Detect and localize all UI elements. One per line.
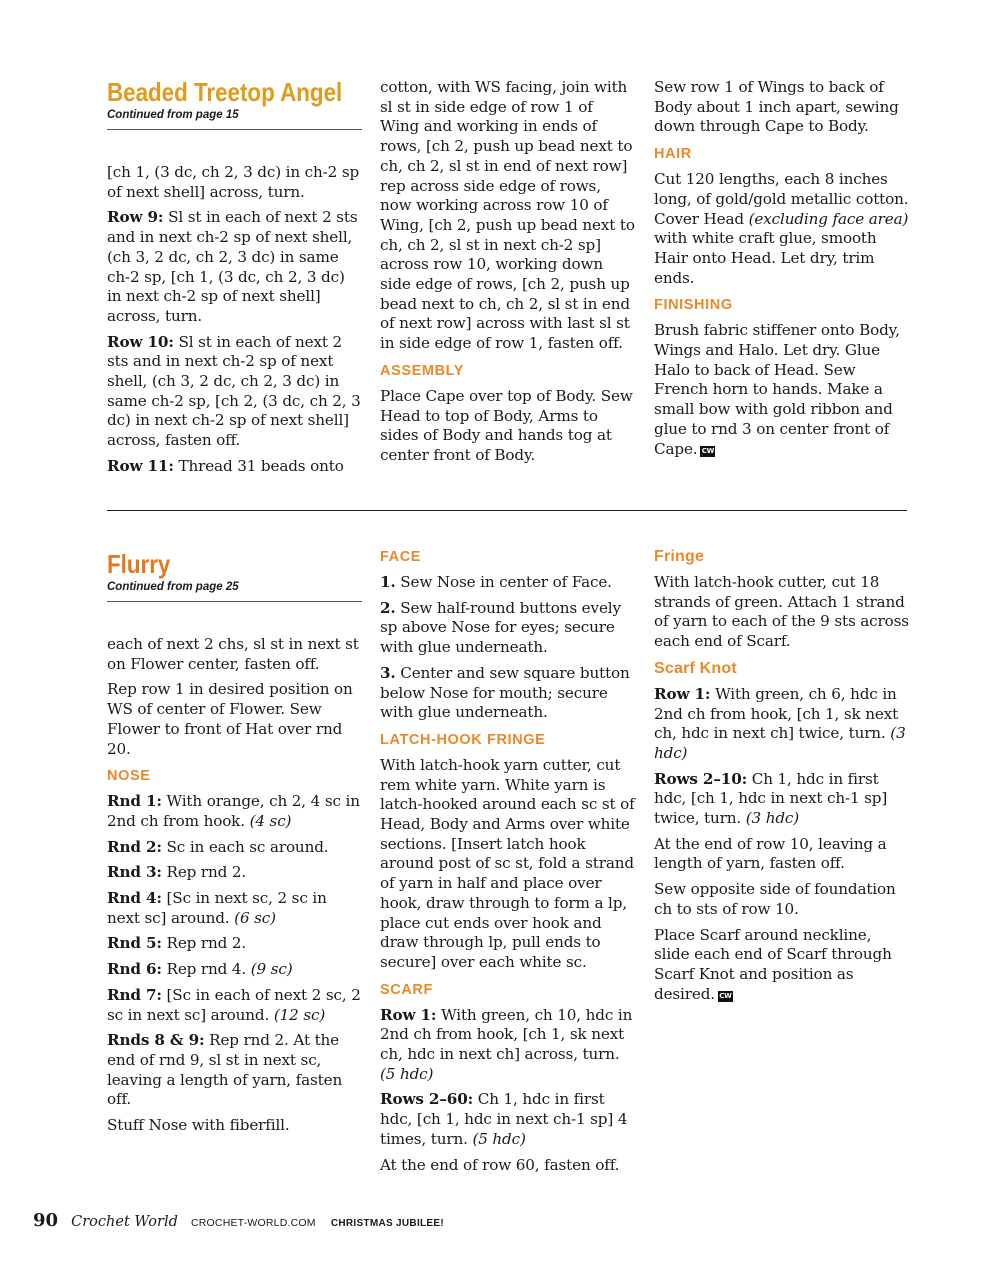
step-text: Sc in each sc around. — [161, 837, 329, 856]
step-text: Rep rnd 2. — [161, 934, 247, 953]
magazine-name: Crochet World — [71, 1214, 178, 1230]
step-text: With latch-hook cutter, cut 18 strands of green. Attach 1 strand of yarn to each of the 9 sts across each end of Scarf. — [654, 573, 909, 651]
paragraph — [380, 387, 635, 466]
step-text: each of next 2 chs, sl st in next st on Flower center, fasten off. — [107, 635, 359, 673]
angel-continued-note: Continued from page 15 — [107, 109, 239, 121]
step-count: (5 hdc) — [380, 1064, 434, 1083]
step-label: Row 11: — [107, 456, 174, 475]
step-text: Ch 1, hdc in first hdc, [ch 1, hdc in next ch-1 sp] 4 times, turn. — [380, 1090, 628, 1148]
step-text: [ch 1, (3 dc, ch 2, 3 dc) in ch-2 sp of next shell] across, turn. — [107, 163, 360, 201]
step-label: 2. — [380, 598, 396, 617]
flurry-column-1-body — [107, 635, 362, 1136]
step-text: Sl st in each of next 2 sts and in next ch-2 sp of next shell, (ch 3, 2 dc, ch 2, 3 dc) in same ch-2 sp, [ch 1, (3 dc, ch 2, 3 dc) in next ch-2 sp of next shell] across, turn. — [107, 208, 358, 325]
paragraph — [654, 573, 909, 652]
step-text: With green, ch 10, hdc in 2nd ch from hook, [ch 1, sk next ch, hdc in next ch] across, turn. — [380, 1005, 633, 1064]
step-text: Sew row 1 of Wings to back of Body about 1 inch apart, sewing down through Cape to Body. — [654, 78, 899, 136]
step-text: At the end of row 60, fasten off. — [380, 1155, 620, 1174]
step-count: (excluding face area) — [748, 209, 909, 228]
section-heading: HAIR — [654, 146, 692, 163]
step-label: Rows 2–60: — [380, 1090, 474, 1109]
instruction-step — [380, 573, 635, 593]
paragraph — [654, 835, 909, 874]
angel-title-rule — [107, 129, 362, 130]
paragraph — [380, 756, 635, 973]
step-text: Sl st in each of next 2 sts and in next ch-2 sp of next shell, (ch 3, 2 dc, ch 2, 3 dc) in same ch-2 sp, [ch 2, (3 dc, ch 2, 3 dc) in next ch-2 sp of next shell] across, fasten off. — [107, 332, 361, 450]
step-count: (3 hdc) — [654, 724, 906, 762]
instruction-step — [107, 457, 362, 477]
angel-column-1-body — [107, 163, 362, 477]
instruction-step — [107, 208, 362, 326]
step-count: (4 sc) — [249, 811, 292, 830]
step-label: Row 1: — [380, 1005, 437, 1024]
instruction-step — [380, 1006, 635, 1085]
instruction-step — [654, 770, 909, 829]
step-text: Place Cape over top of Body. Sew Head to top of Body, Arms to sides of Body and hands tog at center front of Body. — [380, 386, 633, 464]
paragraph — [107, 163, 362, 202]
step-label: 3. — [380, 663, 396, 682]
step-text: With orange, ch 2, 4 sc in 2nd ch from hook. — [107, 792, 360, 830]
step-text: cotton, with WS facing, join with sl st in side edge of row 1 of Wing and working in ends of rows, [ch 2, push up bead next to ch, ch 2, sl st in end of next row] rep across side edge of rows, now working across row 10 of Wing, [ch 2, push up bead next to ch, ch 2, sl st in next ch-2 sp] across row 10, working down side edge of rows, [ch 2, push up bead next to ch, ch 2, sl st in end of next row] across with last sl st in side edge of row 1, fasten off. — [380, 78, 635, 353]
instruction-step — [107, 960, 362, 980]
angel-column-1 — [107, 78, 362, 483]
step-text: Cut 120 lengths, each 8 inches long, of gold/gold metallic cotton. Cover Head — [654, 170, 909, 228]
instruction-step — [380, 599, 635, 658]
step-label: Row 1: — [654, 684, 711, 703]
step-text: Sew Nose in center of Face. — [395, 573, 612, 591]
issue-name: CHRISTMAS JUBILEE! — [330, 1218, 444, 1229]
step-text: Rep row 1 in desired position on WS of center of Flower. Sew Flower to front of Hat over rnd 20. — [107, 680, 353, 758]
instruction-step — [107, 863, 362, 883]
flurry-title-rule — [107, 601, 362, 602]
angel-title: Beaded Treetop Angel — [107, 77, 343, 107]
paragraph — [380, 1156, 635, 1176]
section-heading: NOSE — [107, 768, 151, 785]
section-heading: FACE — [380, 549, 422, 565]
paragraph — [107, 635, 362, 674]
section-heading: SCARF — [380, 981, 433, 998]
instruction-step — [380, 1090, 635, 1149]
paragraph — [654, 926, 909, 1005]
page-footer — [33, 1210, 444, 1234]
page-number: 90 — [33, 1210, 59, 1231]
paragraph — [654, 321, 909, 459]
section-heading: Fringe — [654, 548, 705, 565]
cw-end-mark-icon: CW — [719, 991, 732, 1000]
step-count: (12 sc) — [273, 1005, 326, 1024]
flurry-title: Flurry — [107, 549, 171, 579]
instruction-step — [107, 986, 362, 1025]
flurry-column-3 — [654, 540, 909, 1010]
instruction-step — [654, 685, 909, 764]
section-heading: ASSEMBLY — [380, 362, 465, 379]
step-label: Rnd 7: — [107, 985, 162, 1004]
step-label: Rnd 1: — [107, 792, 162, 811]
step-text: Sew opposite side of foundation ch to sts of row 10. — [654, 880, 896, 918]
paragraph — [654, 170, 909, 288]
step-text: Rep rnd 2. — [161, 863, 247, 882]
step-text: Ch 1, hdc in first hdc, [ch 1, hdc in next ch-1 sp] twice, turn. — [654, 769, 888, 828]
angel-column-3 — [654, 78, 909, 465]
step-text-tail: with white craft glue, smooth Hair onto Head. Let dry, trim ends. — [654, 229, 877, 287]
step-label: Rows 2–10: — [654, 769, 748, 788]
paragraph — [380, 78, 635, 354]
instruction-step — [107, 838, 362, 858]
instruction-step — [107, 1031, 362, 1110]
step-label: Rnds 8 & 9: — [107, 1031, 205, 1050]
section-heading: FINISHING — [654, 297, 733, 314]
paragraph — [654, 78, 909, 137]
step-label: Row 9: — [107, 208, 164, 227]
paragraph — [107, 680, 362, 759]
paragraph — [107, 1116, 362, 1136]
step-text: Thread 31 beads onto — [173, 456, 344, 475]
step-text: [Sc in next sc, 2 sc in next sc] around. — [107, 889, 327, 927]
instruction-step — [380, 664, 635, 723]
step-text: Center and sew square button below Nose for mouth; secure with glue underneath. — [380, 663, 630, 722]
step-label: Rnd 5: — [107, 934, 162, 953]
instruction-step — [107, 333, 362, 451]
step-text: With latch-hook yarn cutter, cut rem white yarn. White yarn is latch-hooked around each sc st of Head, Body and Arms over white sections. [Insert latch hook around post of sc st, fold a strand of yarn in half and place over hook, draw through to form a lp, place cut ends over hook and draw through lp, pull ends to secure] over each white sc. — [380, 755, 635, 971]
cw-end-mark-icon: CW — [701, 446, 715, 455]
magazine-url: CROCHET-WORLD.COM — [190, 1217, 316, 1229]
step-count: (6 sc) — [234, 908, 276, 927]
step-label: Rnd 4: — [107, 889, 162, 908]
step-label: Row 10: — [107, 332, 174, 351]
section-heading: LATCH-HOOK FRINGE — [380, 731, 546, 748]
step-text: With green, ch 6, hdc in 2nd ch from hook, [ch 1, sk next ch, hdc in next ch] twice, turn. — [654, 684, 899, 743]
step-text: [Sc in each of next 2 sc, 2 sc in next sc] around. — [107, 985, 361, 1024]
step-text: At the end of row 10, leaving a length of yarn, fasten off. — [654, 834, 887, 873]
step-count: (5 hdc) — [472, 1129, 526, 1148]
step-text: Brush fabric stiffener onto Body, Wings and Halo. Let dry. Glue Halo to back of Head. Sew French horn to hands. Make a small bow with gold ribbon and glue to rnd 3 on center front of Cape. — [654, 321, 900, 458]
step-label: 1. — [380, 573, 396, 591]
section-heading: Scarf Knot — [654, 659, 737, 677]
step-text: Sew half-round buttons evely sp above Nose for eyes; secure with glue underneath. — [380, 598, 621, 657]
step-label: Rnd 3: — [107, 863, 162, 882]
instruction-step — [107, 792, 362, 831]
instruction-step — [107, 934, 362, 954]
step-label: Rnd 2: — [107, 837, 162, 856]
step-text: Place Scarf around neckline, slide each end of Scarf through Scarf Knot and position as desired. — [654, 925, 892, 1003]
step-text: Rep rnd 4. — [161, 960, 251, 979]
step-text: Rep rnd 2. At the end of rnd 9, sl st in next sc, leaving a length of yarn, fasten off. — [107, 1031, 343, 1109]
flurry-continued-note: Continued from page 25 — [107, 581, 239, 593]
step-text: Stuff Nose with fiberfill. — [107, 1116, 290, 1135]
paragraph — [654, 880, 909, 919]
step-count: (9 sc) — [250, 960, 293, 979]
section-divider — [107, 510, 907, 511]
step-label: Rnd 6: — [107, 960, 162, 979]
instruction-step — [107, 889, 362, 928]
step-count: (3 hdc) — [745, 809, 800, 828]
angel-column-2 — [380, 78, 635, 472]
flurry-column-2 — [380, 540, 635, 1181]
flurry-column-1 — [107, 540, 362, 1142]
